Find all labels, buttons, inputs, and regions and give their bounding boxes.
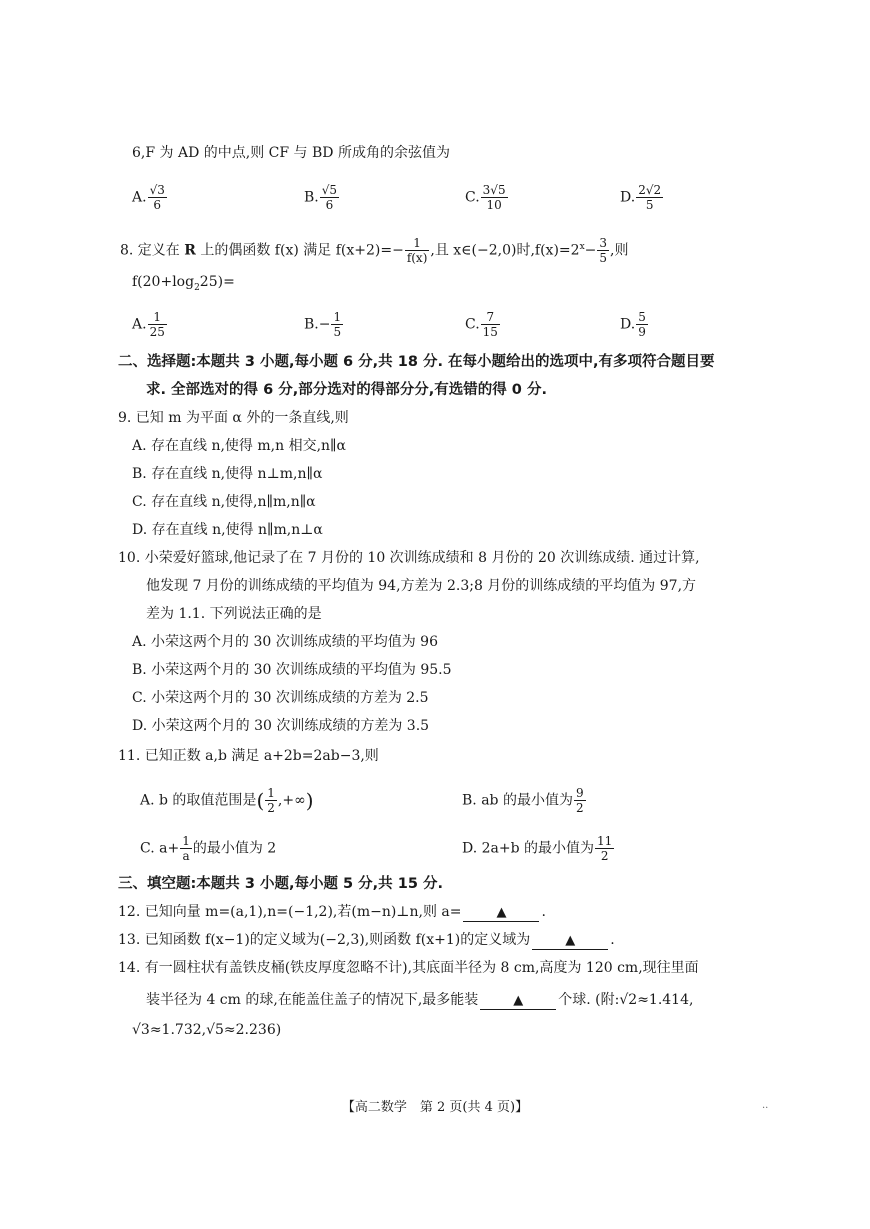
q9-option-a: A. 存在直线 n,使得 m,n 相交,n∥α: [132, 438, 346, 454]
q8-option-d: D. $\frac{5}{9}$: [620, 310, 646, 339]
page-footer: 【高二数学 第 2 页(共 4 页)】: [341, 1100, 529, 1115]
q8-stem: 8. 定义在 R 上的偶函数 f(x) 满足 f(x+2)=− $\frac{1}{f(x)}$ ,且 x∈(−2,0)时$,f(x)=2^x-$ $\frac{3}{5}$ ,则: [120, 236, 629, 265]
q7-option-d: D. $\frac{2√2}{5}$: [620, 183, 662, 212]
q8-stem-line2: $f(20+\log_225)=$: [132, 274, 235, 293]
q10-option-a: A. 小荣这两个月的 30 次训练成绩的平均值为 96: [132, 634, 438, 650]
q10-option-d: D. 小荣这两个月的 30 次训练成绩的方差为 3.5: [132, 718, 430, 734]
q14-answer-blank: ▲: [480, 993, 556, 1010]
q9-stem: 9. 已知 m 为平面 α 外的一条直线,则: [118, 410, 349, 426]
q7-option-c: C. $\frac{3√5}{10}$: [465, 183, 506, 212]
q11-stem: 11. 已知正数 a,b 满足 a+2b=2ab−3,则: [118, 748, 379, 764]
q13-answer-blank: ▲: [532, 933, 608, 950]
corner-mark: ..: [762, 1100, 769, 1111]
q11-option-c: C. a+ $\frac{1}{a}$ 的最小值为 2: [140, 834, 277, 863]
q11-option-b: B. ab 的最小值为 $\frac{9}{2}$: [462, 786, 584, 815]
q14-stem-line3: √3≈1.732,√5≈2.236): [132, 1022, 282, 1038]
q9-option-b: B. 存在直线 n,使得 n⊥m,n∥α: [132, 466, 323, 482]
section-3-heading: 三、填空题:本题共 3 小题,每小题 5 分,共 15 分.: [118, 876, 443, 892]
q10-option-b: B. 小荣这两个月的 30 次训练成绩的平均值为 95.5: [132, 662, 452, 678]
q7-stem: 6,F 为 AD 的中点,则 CF 与 BD 所成角的余弦值为: [132, 145, 450, 161]
q9-option-d: D. 存在直线 n,使得 n∥m,n⊥α: [132, 522, 323, 538]
q13-stem: 13. 已知函数 f(x−1)的定义域为(−2,3),则函数 f(x+1)的定义域为 ▲ .: [118, 932, 615, 948]
q10-stem-line2: 他发现 7 月份的训练成绩的平均值为 94,方差为 2.3;8 月份的训练成绩的平均值为 97,方: [146, 578, 697, 594]
q14-stem-line2: 装半径为 4 cm 的球,在能盖住盖子的情况下,最多能装 ▲ 个球. (附:√2≈1.414,: [146, 992, 694, 1008]
q9-option-c: C. 存在直线 n,使得,n∥m,n∥α: [132, 494, 316, 510]
section-2-heading: 二、选择题:本题共 3 小题,每小题 6 分,共 18 分. 在每小题给出的选项中,有多项符合题目要: [118, 354, 715, 370]
q8-option-c: C. $\frac{7}{15}$: [465, 310, 498, 339]
q11-option-a: A. b 的取值范围是( $\frac{1}{2}$ ,+∞): [140, 786, 314, 815]
q10-option-c: C. 小荣这两个月的 30 次训练成绩的方差为 2.5: [132, 690, 429, 706]
q12-stem: 12. 已知向量 m=(a,1),n=(−1,2),若(m−n)⊥n,则 a= ▲ .: [118, 904, 546, 920]
q8-option-b: B.− $\frac{1}{5}$: [304, 310, 342, 339]
q11-option-d: D. 2a+b 的最小值为 $\frac{11}{2}$: [462, 834, 613, 863]
q7-option-b: B. $\frac{√5}{6}$: [304, 183, 338, 212]
section-2-heading-line2: 求. 全部选对的得 6 分,部分选对的得部分分,有选错的得 0 分.: [146, 382, 547, 398]
q8-option-a: A. $\frac{1}{25}$: [132, 310, 165, 339]
q14-stem: 14. 有一圆柱状有盖铁皮桶(铁皮厚度忽略不计),其底面半径为 8 cm,高度为 120 cm,现往里面: [118, 960, 699, 976]
q7-option-a: A. $\frac{√3}{6}$: [132, 183, 165, 212]
q10-stem-line3: 差为 1.1. 下列说法正确的是: [146, 606, 322, 622]
q10-stem: 10. 小荣爱好篮球,他记录了在 7 月份的 10 次训练成绩和 8 月份的 20 次训练成绩. 通过计算,: [118, 550, 700, 566]
q12-answer-blank: ▲: [463, 905, 539, 922]
